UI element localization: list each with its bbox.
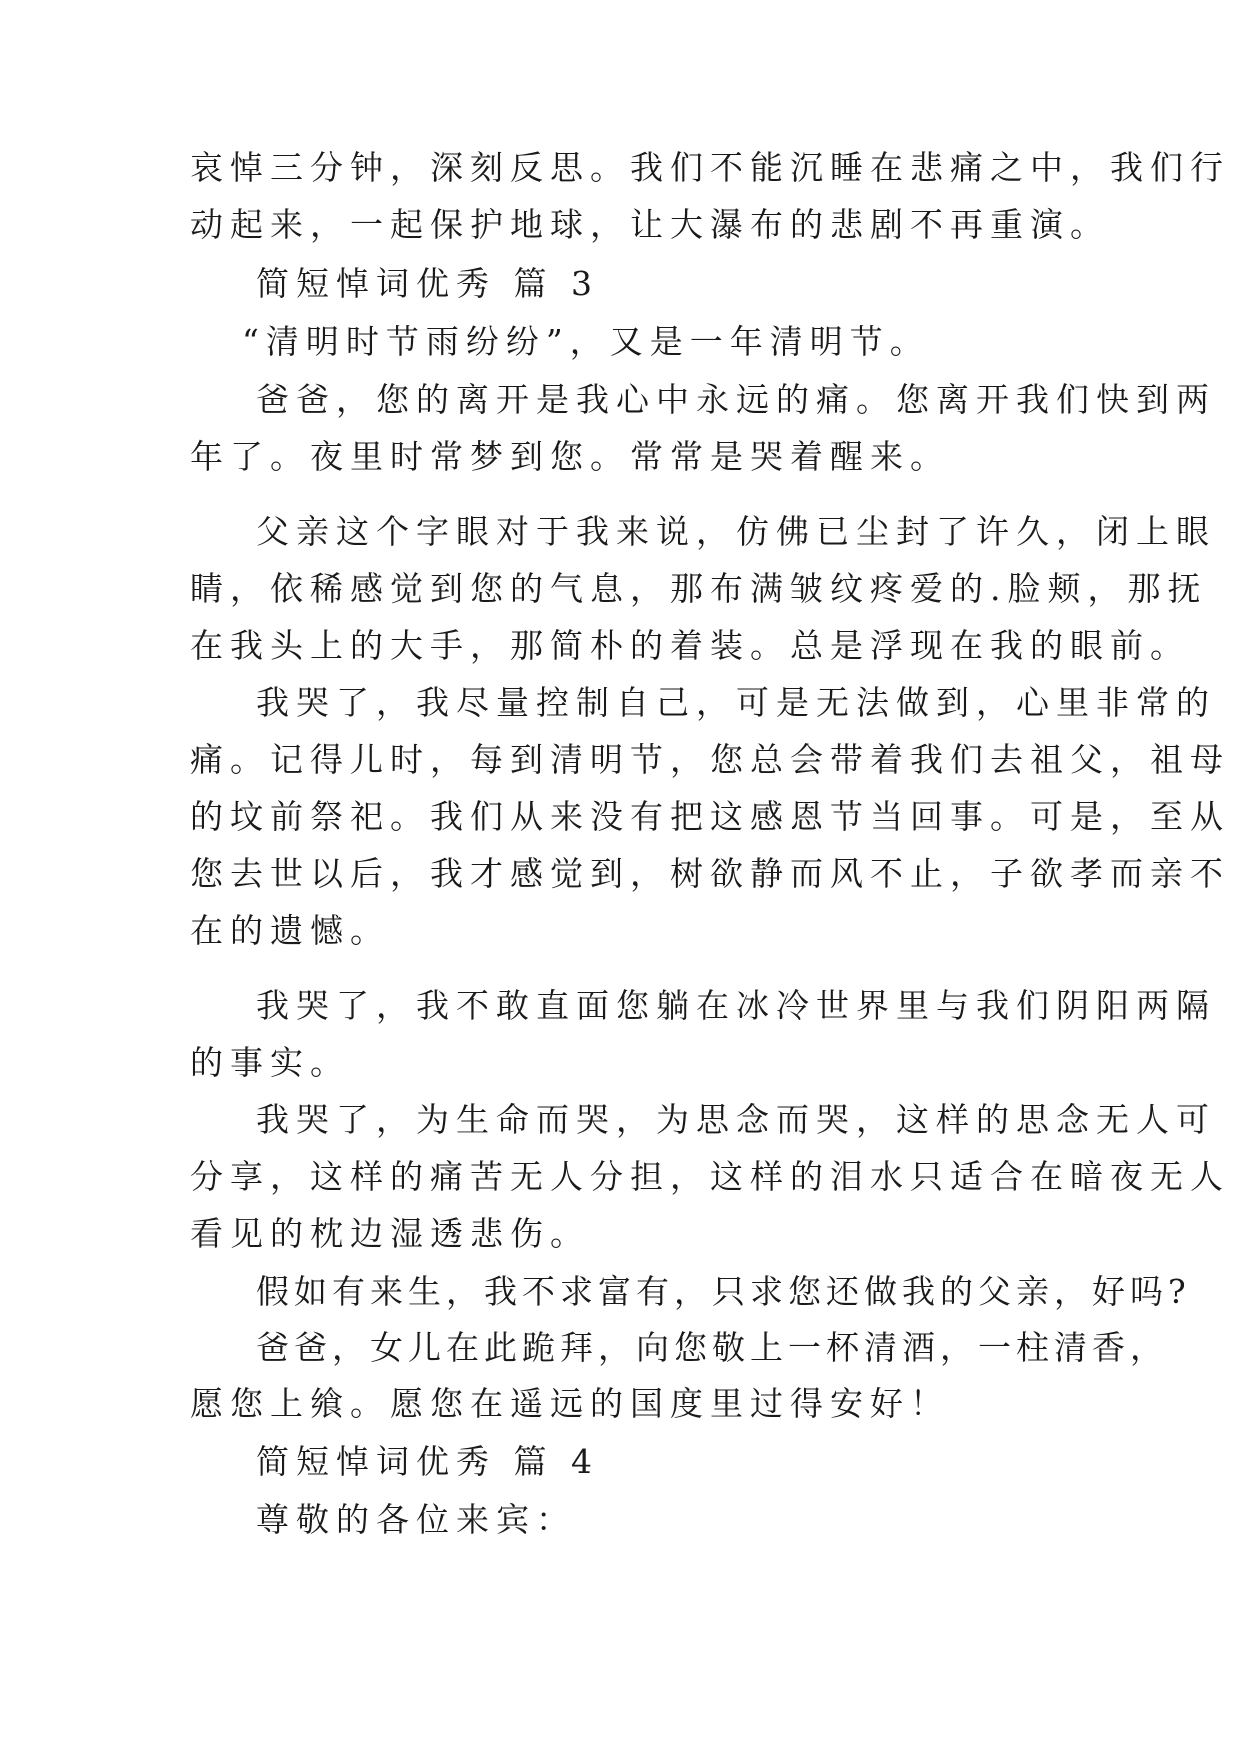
paragraph-line: 痛。记得儿时，每到清明节，您总会带着我们去祖父，祖母: [190, 740, 1230, 779]
paragraph-line: 假如有来生，我不求富有，只求您还做我的父亲，好吗?: [256, 1272, 1191, 1311]
paragraph-line: 的坟前祭祀。我们从来没有把这感恩节当回事。可是，至从: [190, 797, 1230, 836]
paragraph-line: “清明时节雨纷纷”，又是一年清明节。: [242, 322, 930, 361]
section-heading: 简短悼词优秀 篇 3: [256, 264, 599, 303]
section-heading: 简短悼词优秀 篇 4: [256, 1442, 599, 1481]
paragraph-line: 爸爸，女儿在此跪拜，向您敬上一杯清酒，一柱清香，: [256, 1328, 1168, 1367]
paragraph-line: 您去世以后，我才感觉到，树欲静而风不止，子欲孝而亲不: [190, 854, 1230, 893]
paragraph-line: 的事实。: [190, 1043, 350, 1082]
paragraph-line: 睛，依稀感觉到您的气息，那布满皱纹疼爱的.脸颊，那抚: [190, 569, 1208, 608]
paragraph-line: 动起来，一起保护地球，让大瀑布的悲剧不再重演。: [190, 205, 1110, 244]
paragraph-line: 尊敬的各位来宾：: [256, 1500, 576, 1539]
paragraph-line: 分享，这样的痛苦无人分担，这样的泪水只适合在暗夜无人: [190, 1157, 1230, 1196]
paragraph-line: 我哭了，我不敢直面您躺在冰冷世界里与我们阴阳两隔: [256, 986, 1216, 1025]
paragraph-line: 父亲这个字眼对于我来说，仿佛已尘封了许久，闭上眼: [256, 512, 1216, 551]
paragraph-line: 年了。夜里时常梦到您。常常是哭着醒来。: [190, 437, 950, 476]
paragraph-line: 哀悼三分钟，深刻反思。我们不能沉睡在悲痛之中，我们行: [190, 148, 1230, 187]
paragraph-line: 看见的枕边湿透悲伤。: [190, 1214, 590, 1253]
paragraph-line: 我哭了，为生命而哭，为思念而哭，这样的思念无人可: [256, 1100, 1216, 1139]
paragraph-line: 愿您上飨。愿您在遥远的国度里过得安好！: [190, 1384, 950, 1423]
paragraph-line: 在的遗憾。: [190, 911, 390, 950]
paragraph-line: 我哭了，我尽量控制自己，可是无法做到，心里非常的: [256, 683, 1216, 722]
paragraph-line: 爸爸，您的离开是我心中永远的痛。您离开我们快到两: [256, 380, 1216, 419]
paragraph-line: 在我头上的大手，那简朴的着装。总是浮现在我的眼前。: [190, 626, 1190, 665]
